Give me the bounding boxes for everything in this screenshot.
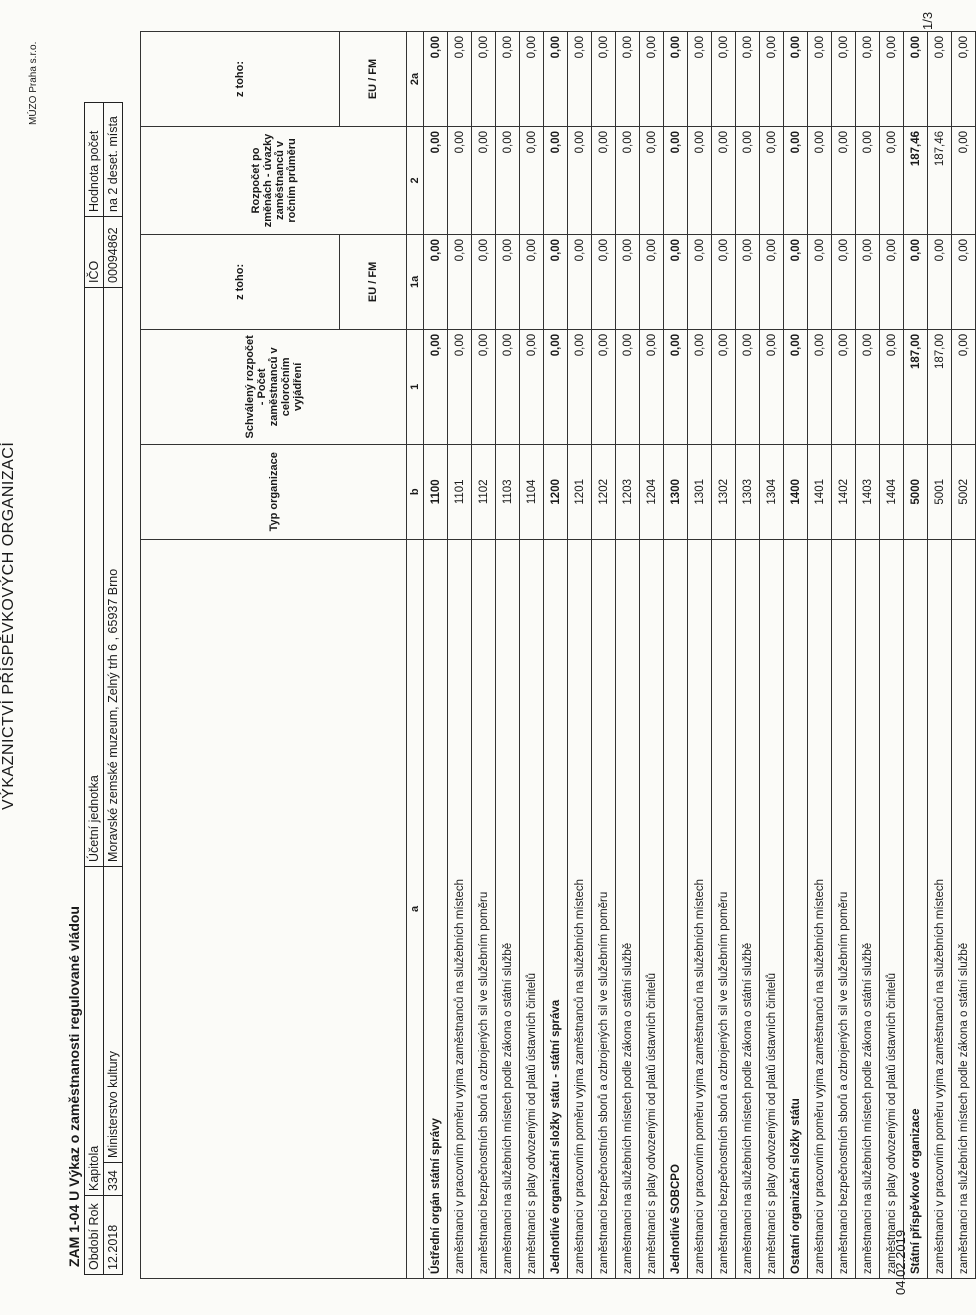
row-c1: 0,00 (472, 329, 496, 444)
table-row (760, 32, 784, 1279)
row-label: zaměstnanci v pracovním poměru vyjma zaměstnanců na služebních místech (928, 539, 952, 1278)
row-c1a: 0,00 (808, 234, 832, 329)
row-c2: 0,00 (424, 126, 448, 234)
row-c2: 0,00 (736, 126, 760, 234)
row-c2: 0,00 (520, 126, 544, 234)
row-code: 1303 (736, 444, 760, 539)
row-c2a: 0,00 (568, 32, 592, 127)
unit-label: Účetní jednotka (85, 288, 104, 867)
row-c1a: 0,00 (544, 234, 568, 329)
table-row (448, 32, 472, 1279)
row-c2: 0,00 (856, 126, 880, 234)
row-code: 5002 (952, 444, 976, 539)
table-row (904, 32, 928, 1279)
row-c2: 0,00 (784, 126, 808, 234)
row-label: Ústřední orgán státní správy (424, 539, 448, 1278)
row-label: zaměstnanci s platy odvozenými od platů ústavních činitelů (520, 539, 544, 1278)
row-code: 1200 (544, 444, 568, 539)
report-subtitle: ZAM 1-04 U Výkaz o zaměstnanosti regulované vládou (66, 906, 82, 1267)
c2a-eu-header: EU / FM (340, 32, 407, 127)
hours-label: Hodnota počet (85, 103, 104, 217)
row-c2a: 0,00 (520, 32, 544, 127)
row-c1: 0,00 (544, 329, 568, 444)
label-header (141, 539, 407, 1278)
row-c2a: 0,00 (592, 32, 616, 127)
row-code: 1100 (424, 444, 448, 539)
row-c2: 0,00 (712, 126, 736, 234)
table-row (496, 32, 520, 1279)
row-code: 1401 (808, 444, 832, 539)
row-code: 1300 (664, 444, 688, 539)
row-label: zaměstnanci bezpečnostních sborů a ozbrojených sil ve služebním poměru (832, 539, 856, 1278)
row-c1a: 0,00 (904, 234, 928, 329)
row-c1a: 0,00 (520, 234, 544, 329)
row-c2a: 0,00 (904, 32, 928, 127)
colnum-1a: 1a (407, 234, 424, 329)
row-c2: 0,00 (448, 126, 472, 234)
row-c2a: 0,00 (472, 32, 496, 127)
row-c1a: 0,00 (664, 234, 688, 329)
row-code: 1204 (640, 444, 664, 539)
row-c1a: 0,00 (592, 234, 616, 329)
row-code: 1203 (616, 444, 640, 539)
row-c1a: 0,00 (856, 234, 880, 329)
chapter-name: Ministerstvo kultury (104, 867, 123, 1163)
row-c1a: 0,00 (424, 234, 448, 329)
row-c2a: 0,00 (760, 32, 784, 127)
row-c2: 0,00 (688, 126, 712, 234)
row-code: 1102 (472, 444, 496, 539)
row-label: zaměstnanci v pracovním poměru vyjma zaměstnanců na služebních místech (688, 539, 712, 1278)
row-c2a: 0,00 (712, 32, 736, 127)
identification-table (84, 102, 123, 1275)
table-row (880, 32, 904, 1279)
row-c1a: 0,00 (832, 234, 856, 329)
table-row (664, 32, 688, 1279)
colnum-2: 2 (407, 126, 424, 234)
row-code: 1403 (856, 444, 880, 539)
row-c2: 187,46 (904, 126, 928, 234)
page-number: 1/3 (920, 11, 935, 30)
table-row (928, 32, 952, 1279)
row-label: zaměstnanci s platy odvozenými od platů ústavních činitelů (880, 539, 904, 1278)
row-label: zaměstnanci v pracovním poměru vyjma zaměstnanců na služebních místech (808, 539, 832, 1278)
row-c1: 0,00 (880, 329, 904, 444)
row-c2a: 0,00 (952, 32, 976, 127)
table-row (568, 32, 592, 1279)
row-c1: 0,00 (640, 329, 664, 444)
row-c1: 0,00 (856, 329, 880, 444)
row-code: 1301 (688, 444, 712, 539)
row-c2: 0,00 (760, 126, 784, 234)
row-c1: 187,00 (928, 329, 952, 444)
row-c2a: 0,00 (664, 32, 688, 127)
colnum-2a: 2a (407, 32, 424, 127)
row-label: zaměstnanci bezpečnostních sborů a ozbrojených sil ve služebním poměru (712, 539, 736, 1278)
row-c1a: 0,00 (640, 234, 664, 329)
c1-header: Schválený rozpočet - Počet zaměstnanců v celoročním vyjádření (141, 329, 407, 444)
row-c2a: 0,00 (880, 32, 904, 127)
row-c2: 187,46 (928, 126, 952, 234)
table-row (592, 32, 616, 1279)
row-label: Jednotlivé SOBCPO (664, 539, 688, 1278)
row-c2a: 0,00 (808, 32, 832, 127)
row-c2: 0,00 (472, 126, 496, 234)
table-row (736, 32, 760, 1279)
table-row (472, 32, 496, 1279)
report-title: VÝKAZNICTVÍ PŘÍSPĚVKOVÝCH ORGANIZACÍ (0, 441, 17, 810)
row-c2a: 0,00 (544, 32, 568, 127)
row-c1a: 0,00 (616, 234, 640, 329)
table-row (808, 32, 832, 1279)
row-c2: 0,00 (616, 126, 640, 234)
table-row (424, 32, 448, 1279)
row-c1: 0,00 (616, 329, 640, 444)
row-label: zaměstnanci s platy odvozenými od platů ústavních činitelů (640, 539, 664, 1278)
colnum-1: 1 (407, 329, 424, 444)
row-c2: 0,00 (664, 126, 688, 234)
table-row (712, 32, 736, 1279)
row-c1a: 0,00 (784, 234, 808, 329)
row-code: 1400 (784, 444, 808, 539)
ico-label: IČO (85, 217, 104, 288)
row-c2: 0,00 (496, 126, 520, 234)
row-code: 5001 (928, 444, 952, 539)
table-row (544, 32, 568, 1279)
table-row (952, 32, 976, 1279)
chapter-label: Kapitola (85, 867, 104, 1196)
row-c1: 0,00 (592, 329, 616, 444)
row-c2: 0,00 (568, 126, 592, 234)
row-c1: 0,00 (424, 329, 448, 444)
row-c2a: 0,00 (496, 32, 520, 127)
row-code: 1103 (496, 444, 520, 539)
table-row (856, 32, 880, 1279)
table-row (640, 32, 664, 1279)
row-c2a: 0,00 (832, 32, 856, 127)
row-c2a: 0,00 (736, 32, 760, 127)
period-value: 12.2018 (104, 1196, 123, 1275)
row-code: 1402 (832, 444, 856, 539)
row-label: zaměstnanci na služebních místech podle zákona o státní službě (616, 539, 640, 1278)
period-label: Období Rok (85, 1196, 104, 1275)
row-c2a: 0,00 (856, 32, 880, 127)
row-label: zaměstnanci bezpečnostních sborů a ozbrojených sil ve služebním poměru (592, 539, 616, 1278)
c2a-header: z toho: (141, 32, 340, 127)
typ-header: Typ organizace (141, 444, 407, 539)
row-c1: 0,00 (568, 329, 592, 444)
row-c2a: 0,00 (448, 32, 472, 127)
row-code: 1104 (520, 444, 544, 539)
row-c2: 0,00 (808, 126, 832, 234)
row-c1a: 0,00 (760, 234, 784, 329)
row-c1: 0,00 (712, 329, 736, 444)
row-c1a: 0,00 (928, 234, 952, 329)
row-c2: 0,00 (952, 126, 976, 234)
row-c1: 0,00 (448, 329, 472, 444)
row-c1: 0,00 (808, 329, 832, 444)
row-c1: 187,00 (904, 329, 928, 444)
row-label: zaměstnanci s platy odvozenými od platů ústavních činitelů (760, 539, 784, 1278)
row-code: 1101 (448, 444, 472, 539)
c2-header: Rozpočet po změnách - úvazky zaměstnanců v ročním průměru (141, 126, 407, 234)
row-c1a: 0,00 (712, 234, 736, 329)
row-c1: 0,00 (520, 329, 544, 444)
row-c1a: 0,00 (688, 234, 712, 329)
row-c2a: 0,00 (640, 32, 664, 127)
row-label: zaměstnanci na služebních místech podle zákona o státní službě (856, 539, 880, 1278)
row-code: 1201 (568, 444, 592, 539)
row-c2: 0,00 (592, 126, 616, 234)
print-date: 04.02.2019 (893, 1229, 908, 1295)
row-c2: 0,00 (544, 126, 568, 234)
ico-value: 00094862 (104, 217, 123, 288)
row-c1: 0,00 (832, 329, 856, 444)
table-row (520, 32, 544, 1279)
unit-value: Moravské zemské muzeum, Zelný trh 6 , 65937 Brno (104, 288, 123, 867)
row-c1a: 0,00 (448, 234, 472, 329)
row-label: Ostatní organizační složky státu (784, 539, 808, 1278)
row-c2: 0,00 (640, 126, 664, 234)
chapter-code: 334 (104, 1163, 123, 1196)
row-c2a: 0,00 (688, 32, 712, 127)
employment-table (140, 31, 976, 1279)
row-c1: 0,00 (736, 329, 760, 444)
table-row (784, 32, 808, 1279)
row-code: 1304 (760, 444, 784, 539)
row-c2a: 0,00 (784, 32, 808, 127)
row-c1a: 0,00 (496, 234, 520, 329)
row-c1a: 0,00 (472, 234, 496, 329)
row-c2: 0,00 (880, 126, 904, 234)
table-row (832, 32, 856, 1279)
row-code: 5000 (904, 444, 928, 539)
table-row (616, 32, 640, 1279)
row-c1: 0,00 (760, 329, 784, 444)
row-c1: 0,00 (952, 329, 976, 444)
row-code: 1404 (880, 444, 904, 539)
row-c2a: 0,00 (928, 32, 952, 127)
row-label: zaměstnanci na služebních místech podle zákona o státní službě (496, 539, 520, 1278)
row-c1: 0,00 (688, 329, 712, 444)
row-code: 1302 (712, 444, 736, 539)
c1a-header: z toho: (141, 234, 340, 329)
company-name: MÚZO Praha s.r.o. (28, 41, 39, 125)
hours-value: na 2 deset. místa (104, 103, 123, 217)
row-label: zaměstnanci na služebních místech podle zákona o státní službě (736, 539, 760, 1278)
row-label: zaměstnanci v pracovním poměru vyjma zaměstnanců na služebních místech (568, 539, 592, 1278)
row-label: zaměstnanci na služebních místech podle zákona o státní službě (952, 539, 976, 1278)
row-c1: 0,00 (664, 329, 688, 444)
row-c1a: 0,00 (880, 234, 904, 329)
row-label: Státní příspěvkové organizace (904, 539, 928, 1278)
row-c2a: 0,00 (424, 32, 448, 127)
row-label: zaměstnanci bezpečnostních sborů a ozbrojených sil ve služebním poměru (472, 539, 496, 1278)
row-label: zaměstnanci v pracovním poměru vyjma zaměstnanců na služebních místech (448, 539, 472, 1278)
row-label: Jednotlivé organizační složky státu - státní správa (544, 539, 568, 1278)
row-c1a: 0,00 (568, 234, 592, 329)
row-c1: 0,00 (496, 329, 520, 444)
colnum-b: b (407, 444, 424, 539)
c1a-eu-header: EU / FM (340, 234, 407, 329)
row-c1a: 0,00 (952, 234, 976, 329)
table-row (688, 32, 712, 1279)
row-c1: 0,00 (784, 329, 808, 444)
row-code: 1202 (592, 444, 616, 539)
row-c1a: 0,00 (736, 234, 760, 329)
row-c2a: 0,00 (616, 32, 640, 127)
row-c2: 0,00 (832, 126, 856, 234)
colnum-a: a (407, 539, 424, 1278)
